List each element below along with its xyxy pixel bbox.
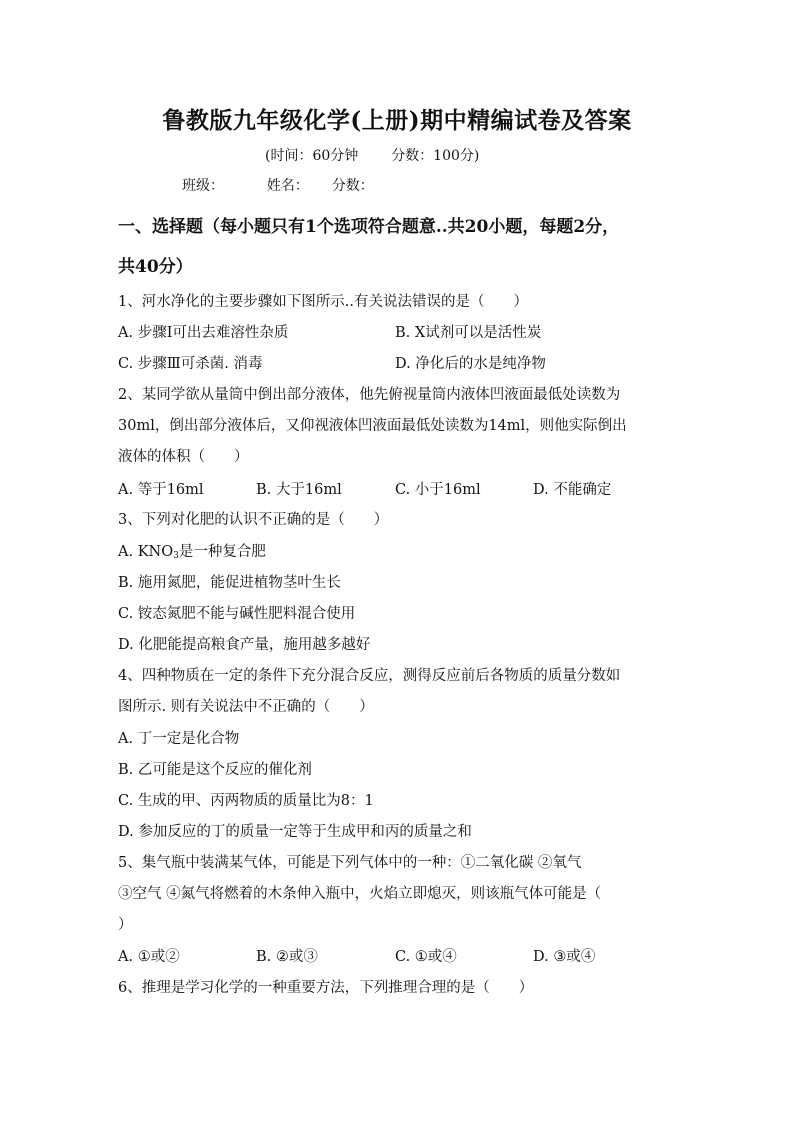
question-2-option-d: D. 不能确定 xyxy=(533,482,612,498)
score-label: 分数： xyxy=(331,178,374,194)
question-2-option-a: A. 等于16ml xyxy=(118,482,204,498)
exam-time: (时间：60分钟 xyxy=(265,148,359,164)
page-title: 鲁教版九年级化学(上册)期中精编试卷及答案 xyxy=(162,107,632,134)
question-4-option-b: B. 乙可能是这个反应的催化剂 xyxy=(118,762,312,778)
question-1-option-a: A. 步骤Ⅰ可出去难溶性杂质 xyxy=(118,325,289,341)
question-5-option-b: B. ②或③ xyxy=(256,949,318,965)
question-1-option-b: B. X试剂可以是活性炭 xyxy=(395,325,542,341)
question-5-stem-line2: ③空气 ④氮气将燃着的木条伸入瓶中，火焰立即熄灭，则该瓶气体可能是（ xyxy=(118,886,602,902)
question-5-option-c: C. ①或④ xyxy=(395,949,457,965)
question-4-option-c: C. 生成的甲、丙两物质的质量比为8：1 xyxy=(118,793,374,809)
question-3-option-d: D. 化肥能提高粮食产量，施用越多越好 xyxy=(118,637,371,653)
class-label: 班级： xyxy=(182,178,224,194)
question-4-option-a: A. 丁一定是化合物 xyxy=(118,731,240,747)
question-3-option-b: B. 施用氮肥，能促进植物茎叶生长 xyxy=(118,575,341,591)
question-5-stem-line3: ） xyxy=(118,917,133,933)
question-4-stem-line1: 4、四种物质在一定的条件下充分混合反应，测得反应前后各物质的质量分数如 xyxy=(118,668,621,684)
question-4-stem-line2: 图所示. 则有关说法中不正确的（ ） xyxy=(118,699,374,715)
question-3-stem: 3、下列对化肥的认识不正确的是（ ） xyxy=(118,512,389,528)
question-5-option-d: D. ③或④ xyxy=(533,949,596,965)
question-5-stem-line1: 5、集气瓶中装满某气体，可能是下列气体中的一种：①二氧化碳 ②氧气 xyxy=(118,855,582,871)
question-2-option-c: C. 小于16ml xyxy=(395,482,481,498)
question-6-stem: 6、推理是学习化学的一种重要方法，下列推理合理的是（ ） xyxy=(118,980,534,996)
question-2-stem-line2: 30ml，倒出部分液体后，又仰视液体凹液面最低处读数为14ml，则他实际倒出 xyxy=(118,418,627,434)
section-heading-line1: 一、选择题（每小题只有1个选项符合题意..共20小题，每题2分， xyxy=(118,217,620,237)
question-4-option-d: D. 参加反应的丁的质量一定等于生成甲和丙的质量之和 xyxy=(118,824,472,840)
section-heading-line2: 共40分） xyxy=(118,257,193,277)
question-3-option-c: C. 铵态氮肥不能与碱性肥料混合使用 xyxy=(118,606,356,622)
name-label: 姓名： xyxy=(266,178,309,194)
student-info-row xyxy=(182,175,374,195)
question-2-stem-line3: 液体的体积（ ） xyxy=(118,449,249,465)
question-2-stem-line1: 2、某同学欲从量筒中倒出部分液体，他先俯视量筒内液体凹液面最低处读数为 xyxy=(118,387,621,403)
question-1-option-c: C. 步骤Ⅲ可杀菌. 消毒 xyxy=(118,356,263,372)
question-3-option-a: A. $KNO_3$是一种复合肥 xyxy=(118,544,266,561)
exam-total-score: 分数：100分) xyxy=(391,148,480,164)
question-1-stem: 1、河水净化的主要步骤如下图所示..有关说法错误的是（ ） xyxy=(118,294,528,310)
question-2-option-b: B. 大于16ml xyxy=(256,482,342,498)
question-1-option-d: D. 净化后的水是纯净物 xyxy=(395,356,546,372)
exam-meta xyxy=(265,145,479,165)
question-5-option-a: A. ①或② xyxy=(118,949,180,965)
